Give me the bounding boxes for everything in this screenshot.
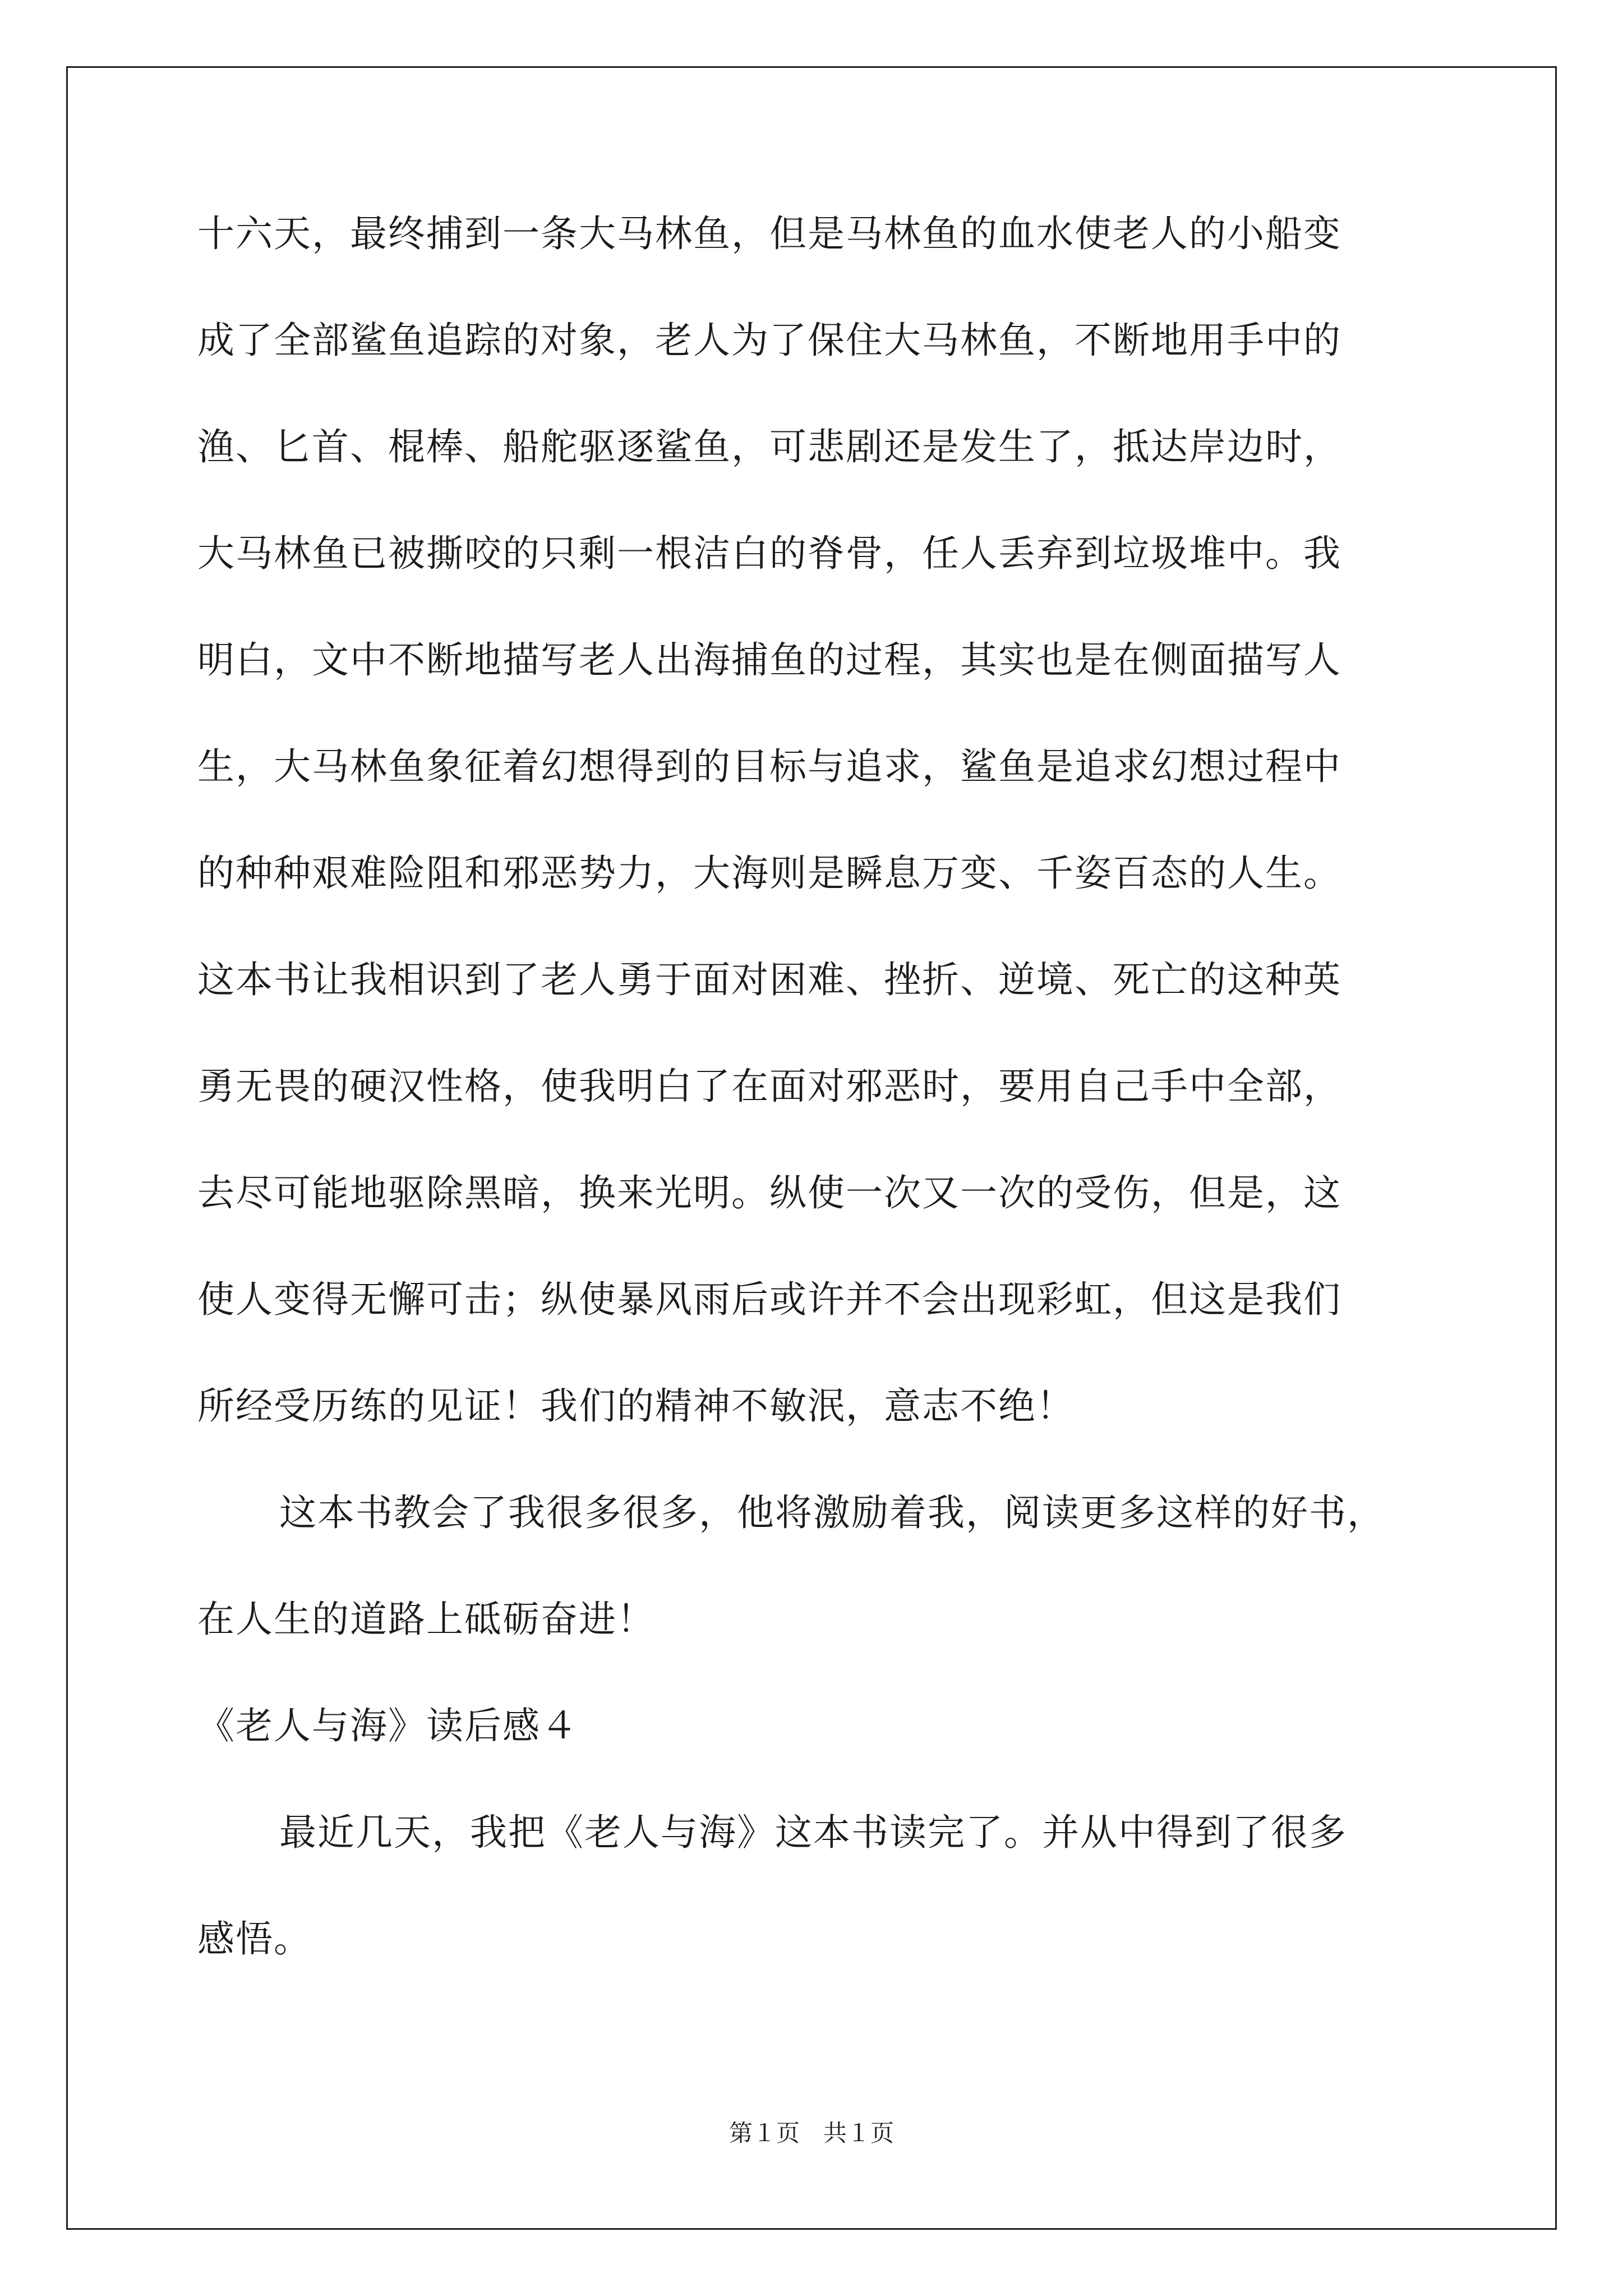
text-line: 渔、匕首、棍棒、船舵驱逐鲨鱼，可悲剧还是发生了，抵达岸边时， bbox=[197, 425, 1341, 468]
text-line: 最近几天，我把《老人与海》这本书读完了。并从中得到了很多 bbox=[279, 1811, 1347, 1854]
text-line: 所经受历练的见证！我们的精神不敏泯，意志不绝！ bbox=[197, 1384, 1075, 1428]
text-line: 使人变得无懈可击；纵使暴风雨后或许并不会出现彩虹，但这是我们 bbox=[197, 1278, 1341, 1321]
text-line: 十六天，最终捕到一条大马林鱼，但是马林鱼的血水使老人的小船变 bbox=[197, 212, 1341, 255]
page-number-footer: 第１页 共１页 bbox=[728, 2119, 894, 2147]
text-line: 明白，文中不断地描写老人出海捕鱼的过程，其实也是在侧面描写人 bbox=[197, 638, 1341, 682]
text-line: 生，大马林鱼象征着幻想得到的目标与追求，鲨鱼是追求幻想过程中 bbox=[197, 745, 1341, 788]
text-line: 成了全部鲨鱼追踪的对象，老人为了保住大马林鱼，不断地用手中的 bbox=[197, 319, 1341, 362]
document-body bbox=[197, 212, 1455, 1961]
text-line: 这本书教会了我很多很多，他将激励着我，阅读更多这样的好书， bbox=[279, 1491, 1385, 1534]
section-heading: 《老人与海》读后感４ bbox=[197, 1704, 579, 1747]
text-line: 在人生的道路上砥砺奋进！ bbox=[197, 1598, 655, 1641]
text-line: 勇无畏的硬汉性格，使我明白了在面对邪恶时，要用自己手中全部， bbox=[197, 1065, 1341, 1108]
text-line: 这本书让我相识到了老人勇于面对困难、挫折、逆境、死亡的这种英 bbox=[197, 958, 1341, 1001]
text-line: 去尽可能地驱除黑暗，换来光明。纵使一次又一次的受伤，但是，这 bbox=[197, 1171, 1341, 1214]
text-line: 的种种艰难险阻和邪恶势力，大海则是瞬息万变、千姿百态的人生。 bbox=[197, 852, 1341, 895]
text-line: 大马林鱼已被撕咬的只剩一根洁白的脊骨，任人丢弃到垃圾堆中。我 bbox=[197, 532, 1341, 575]
text-line: 感悟。 bbox=[197, 1917, 312, 1961]
